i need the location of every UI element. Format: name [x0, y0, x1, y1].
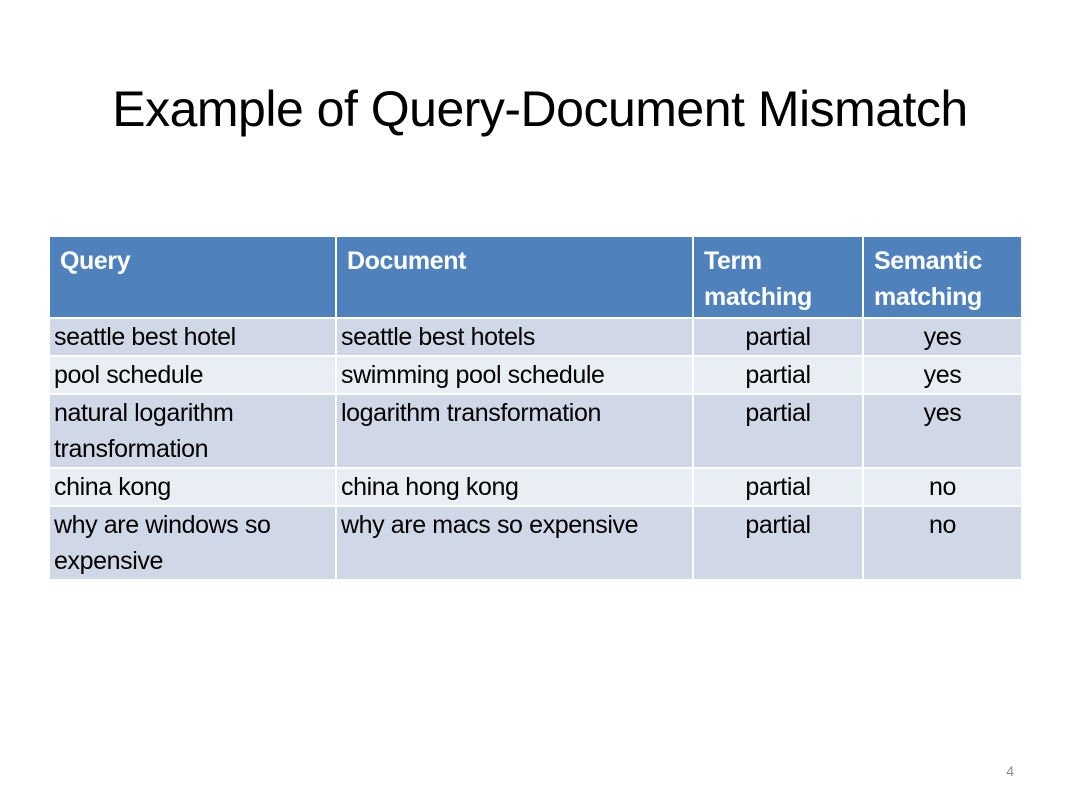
table-row — [49, 394, 1022, 468]
cell-query: seattle best hotel — [49, 318, 336, 356]
cell-query: natural logarithm transformation — [49, 394, 336, 468]
cell-document: why are macs so expensive — [336, 506, 693, 580]
cell-query: why are windows so expensive — [49, 506, 336, 580]
cell-semantic-matching: no — [863, 506, 1022, 580]
table-row — [49, 506, 1022, 580]
header-query: Query — [49, 236, 336, 318]
cell-semantic-matching: yes — [863, 394, 1022, 468]
mismatch-table — [48, 235, 1023, 581]
cell-semantic-matching: yes — [863, 318, 1022, 356]
cell-term-matching: partial — [693, 318, 863, 356]
table-header-row — [49, 236, 1022, 318]
cell-term-matching: partial — [693, 356, 863, 394]
table-row — [49, 318, 1022, 356]
cell-term-matching: partial — [693, 394, 863, 468]
cell-semantic-matching: yes — [863, 356, 1022, 394]
cell-document: china hong kong — [336, 468, 693, 506]
header-document: Document — [336, 236, 693, 318]
table-row — [49, 468, 1022, 506]
cell-semantic-matching: no — [863, 468, 1022, 506]
header-term-matching: Term matching — [693, 236, 863, 318]
mismatch-table-container — [48, 235, 1021, 581]
header-semantic-matching: Semantic matching — [863, 236, 1022, 318]
page-number: 4 — [1006, 763, 1014, 779]
cell-term-matching: partial — [693, 506, 863, 580]
cell-document: swimming pool schedule — [336, 356, 693, 394]
cell-query: pool schedule — [49, 356, 336, 394]
cell-term-matching: partial — [693, 468, 863, 506]
cell-query: china kong — [49, 468, 336, 506]
table-row — [49, 356, 1022, 394]
cell-document: seattle best hotels — [336, 318, 693, 356]
slide-title: Example of Query-Document Mismatch — [112, 81, 968, 137]
cell-document: logarithm transformation — [336, 394, 693, 468]
